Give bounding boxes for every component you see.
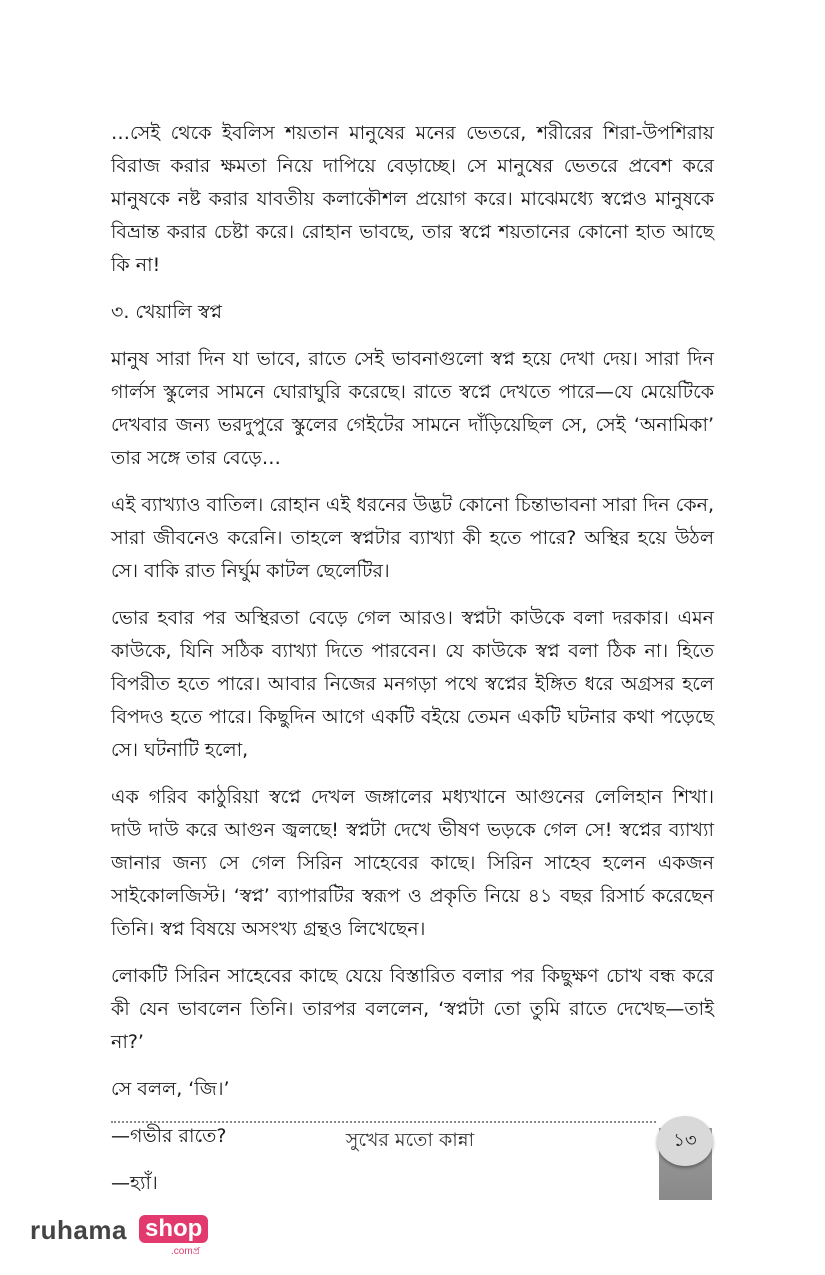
logo-shop-badge: shop [139, 1215, 208, 1243]
body-text [111, 117, 714, 1214]
logo-brand-text: ruhama [30, 1215, 127, 1245]
running-title: সুখের মতো কান্না [345, 1129, 475, 1151]
dialogue-line: —হ্যাঁ। [111, 1172, 158, 1194]
paragraph-woodcutter: এক গরিব কাঠুরিয়া স্বপ্নে দেখল জঙ্গালের মধ্যখানে আগুনের লেলিহান শিখা। দাউ দাউ করে আগুন জ্বলছে! স্বপ্নটা দেখে ভীষণ ভড়কে গেল সে! স্বপ্নের ব্যাখ্যা জানার জন্য সে গেল সিরিন সাহেবের কাছে। সিরিন সাহেব হলেন একজন সাইকোলজিস্ট। ‘স্বপ্ন’ ব্যাপারটির স্বরূপ ও প্রকৃতি নিয়ে ৪১ বছর রিসার্চ করেছেন তিনি। স্বপ্ন বিষয়ে অসংখ্য গ্রন্থও লিখেছেন। [111, 786, 714, 940]
dialogue-line: —গভীর রাতে? [111, 1125, 227, 1147]
paragraph-iblis: …সেই থেকে ইবলিস শয়তান মানুষের মনের ভেতরে, শরীরের শিরা-উপশিরায় বিরাজ করার ক্ষমতা নিয়ে দাপিয়ে বেড়াচ্ছে। সে মানুষের ভেতরে প্রবেশ করে মানুষকে নষ্ট করার যাবতীয় কলাকৌশল প্রয়োগ করে। মাঝেমধ্যে স্বপ্নেও মানুষকে বিভ্রান্ত করার চেষ্টা করে। রোহান ভাবছে, তার স্বপ্নে শয়তানের কোনো হাত আছে কি না! [111, 122, 714, 276]
page-number: ১৩ [657, 1116, 713, 1166]
paragraph-whimsical-dream: মানুষ সারা দিন যা ভাবে, রাতে সেই ভাবনাগুলো স্বপ্ন হয়ে দেখা দেয়। সারা দিন গার্লস স্কুলের সামনে ঘোরাঘুরি করেছে। রাতে স্বপ্নে দেখতে পারে—যে মেয়েটিকে দেখবার জন্য ভরদুপুরে স্কুলের গেইটের সামনে দাঁড়িয়েছিল সে, সেই ‘অনামিকা’ তার সঙ্গে তার বেড়ে… [111, 348, 714, 469]
logo-domain-text: .comপ্র [171, 1246, 201, 1257]
footer-divider [111, 1121, 656, 1123]
section-heading: ৩. খেয়ালি স্বপ্ন [111, 301, 223, 323]
dialogue-line: সে বলল, ‘জি।’ [111, 1078, 230, 1100]
paragraph-dawn-restless: ভোর হবার পর অস্থিরতা বেড়ে গেল আরও। স্বপ্নটা কাউকে বলা দরকার। এমন কাউকে, যিনি সঠিক ব্যাখ্যা দিতে পারবেন। যে কাউকে স্বপ্ন বলা ঠিক না। হিতে বিপরীত হতে পারে। আবার নিজের মনগড়া পথে স্বপ্নের ইঙ্গিত ধরে অগ্রসর হলে বিপদও হতে পারে। কিছুদিন আগে একটি বইয়ে তেমন একটি ঘটনার কথা পড়েছে সে। ঘটনাটি হলো, [111, 607, 714, 761]
paragraph-rejected-explanation: এই ব্যাখ্যাও বাতিল। রোহান এই ধরনের উদ্ভট কোনো চিন্তাভাবনা সারা দিন কেন, সারা জীবনেও করেনি। তাহলে স্বপ্নটার ব্যাখ্যা কী হতে পারে? অস্থির হয়ে উঠল সে। বাকি রাত নির্ঘুম কাটল ছেলেটির। [111, 494, 714, 582]
paragraph-dialogue-intro: লোকটি সিরিন সাহেবের কাছে যেয়ে বিস্তারিত বলার পর কিছুক্ষণ চোখ বন্ধ করে কী যেন ভাবলেন তিনি। তারপর বললেন, ‘স্বপ্নটা তো তুমি রাতে দেখেছ—তাই না?’ [111, 965, 714, 1053]
